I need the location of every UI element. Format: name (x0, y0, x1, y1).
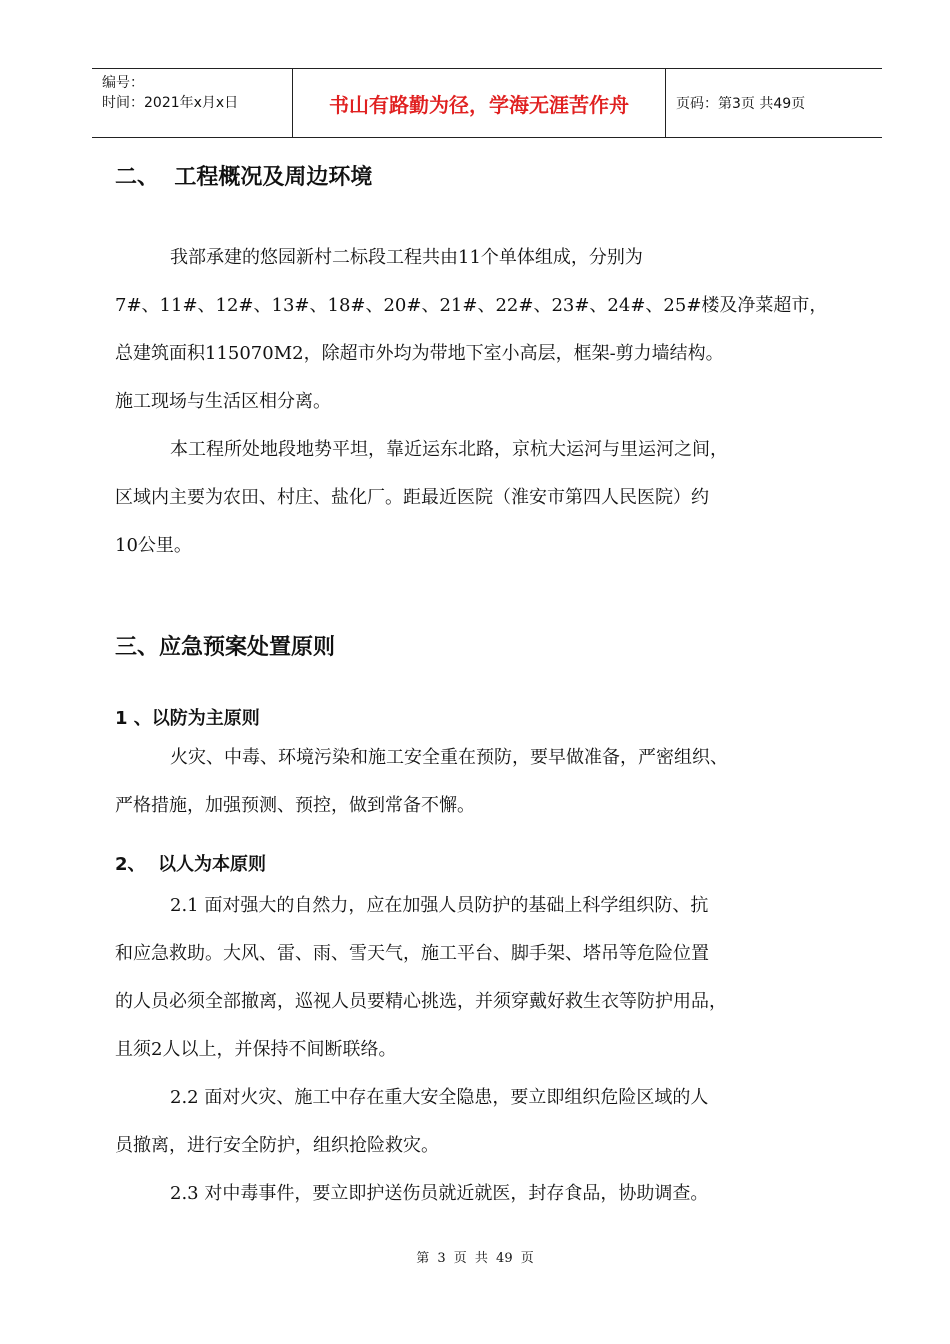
para-line: 2.1 面对强大的自然力，应在加强人员防护的基础上科学组织防、抗 (170, 895, 709, 916)
para-line: 严格措施，加强预测、预控，做到常备不懈。 (115, 795, 475, 816)
para-line: 我部承建的悠园新村二标段工程共由11个单体组成，分别为 (170, 247, 643, 268)
principle-1-body (115, 734, 860, 830)
para-line: 且须2人以上，并保持不间断联络。 (115, 1039, 397, 1060)
para-line: 10公里。 (115, 535, 192, 556)
page-footer: 第 3 页 共 49 页 (416, 1251, 534, 1266)
header-motto: 书山有路勤为径，学海无涯苦作舟 (293, 69, 666, 137)
section3-heading: 三、应急预案处置原则 (115, 635, 336, 660)
subheading-2: 2、 以人为本原则 (115, 854, 267, 875)
section2-body (115, 234, 860, 570)
para-line: 7#、11#、12#、13#、18#、20#、21#、22#、23#、24#、25#楼及净菜超市， (115, 295, 828, 316)
para-line: 和应急救助。大风、雷、雨、雪天气，施工平台、脚手架、塔吊等危险位置 (115, 943, 709, 964)
code-label: 编号： (102, 75, 144, 91)
subheading-1: 1 、以防为主原则 (115, 708, 260, 729)
page-header (92, 68, 882, 138)
para-line: 员撤离，进行安全防护，组织抢险救灾。 (115, 1135, 439, 1156)
para-line: 本工程所处地段地势平坦，靠近运东北路，京杭大运河与里运河之间， (170, 439, 728, 460)
para-line: 火灾、中毒、环境污染和施工安全重在预防，要早做准备，严密组织、 (170, 747, 728, 768)
para-line: 2.2 面对火灾、施工中存在重大安全隐患，要立即组织危险区域的人 (170, 1087, 709, 1108)
header-meta (92, 69, 293, 137)
header-page-info: 页码：第3页 共49页 (676, 96, 806, 112)
time-label: 时间：2021年x月x日 (102, 95, 239, 111)
para-line: 区域内主要为农田、村庄、盐化厂。距最近医院（淮安市第四人民医院）约 (115, 487, 709, 508)
para-line: 总建筑面积115070M2，除超市外均为带地下室小高层，框架-剪力墙结构。 (115, 343, 724, 364)
principle-2-body (115, 882, 860, 1218)
section2-heading: 二、 工程概况及周边环境 (115, 165, 373, 190)
para-line: 的人员必须全部撤离，巡视人员要精心挑选，并须穿戴好救生衣等防护用品， (115, 991, 727, 1012)
para-line: 2.3 对中毒事件，要立即护送伤员就近就医，封存食品，协助调查。 (170, 1183, 709, 1204)
para-line: 施工现场与生活区相分离。 (115, 391, 331, 412)
